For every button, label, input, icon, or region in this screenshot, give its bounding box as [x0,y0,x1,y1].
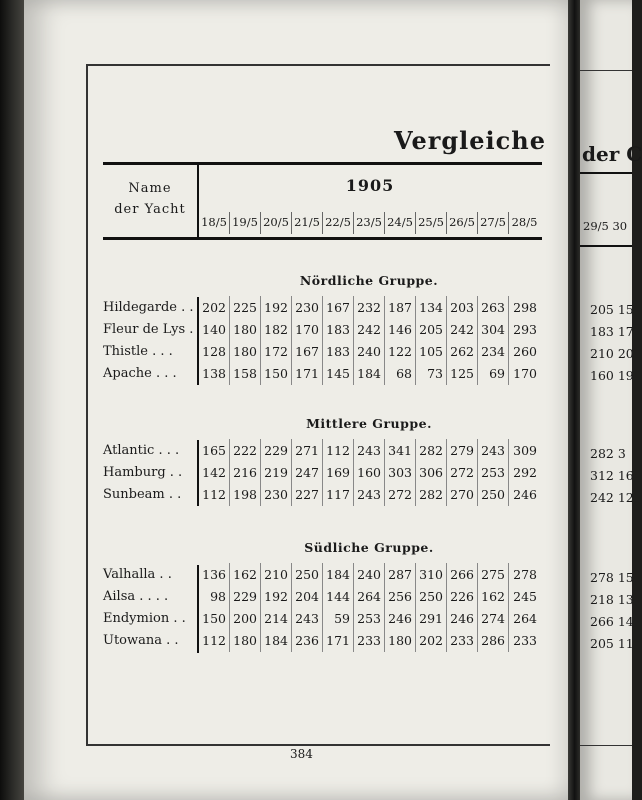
value-cell: 240 [354,340,385,363]
value-cell: 167 [323,296,354,319]
value-cell: 253 [354,607,385,630]
value-cell: 232 [354,296,385,319]
value-cell: 180 [230,629,261,652]
table-row [103,607,537,630]
value-cell: 140 [199,318,230,341]
date-header: 21/5 [292,212,323,234]
row-values [199,461,540,484]
value-cell: 171 [292,362,323,385]
date-header: 25/5 [416,212,447,234]
table-row [103,362,537,385]
value-cell: 250 [416,585,447,608]
value-cell: 187 [385,296,416,319]
right-page-row: 210 20 [590,346,634,361]
book-spine [0,0,24,800]
table-row [103,461,537,484]
value-cell: 274 [478,607,509,630]
right-page-row: 218 13 [590,592,634,607]
value-cell: 68 [385,362,416,385]
value-cell: 105 [416,340,447,363]
value-cell: 306 [416,461,447,484]
value-cell: 112 [199,483,230,506]
value-cell: 117 [323,483,354,506]
value-cell: 282 [416,483,447,506]
value-cell: 125 [447,362,478,385]
date-header: 19/5 [230,212,261,234]
row-values [199,629,540,652]
value-cell: 286 [478,629,509,652]
value-cell: 183 [323,340,354,363]
value-cell: 243 [354,483,385,506]
right-page-row: 242 12 [590,490,634,505]
table-row [103,296,537,319]
value-cell: 272 [385,483,416,506]
value-cell: 167 [292,340,323,363]
group-title-north: Nördliche Gruppe. [299,273,439,288]
value-cell: 243 [292,607,323,630]
value-cell: 246 [385,607,416,630]
value-cell: 270 [447,483,478,506]
value-cell: 180 [230,318,261,341]
value-cell: 303 [385,461,416,484]
yacht-name: Sunbeam . . [103,487,182,502]
row-values [199,362,540,385]
value-cell: 233 [447,629,478,652]
group-title-south: Südliche Gruppe. [304,540,434,555]
value-cell: 192 [261,585,292,608]
table-row [103,585,537,608]
row-values [199,340,540,363]
value-cell: 214 [261,607,292,630]
table-row [103,563,537,586]
right-page-row: 278 15 [590,570,634,585]
date-header: 26/5 [447,212,478,234]
value-cell: 253 [478,461,509,484]
value-cell: 180 [230,340,261,363]
date-header: 24/5 [385,212,416,234]
row-values [199,483,540,506]
value-cell: 229 [261,439,292,462]
table-row [103,629,537,652]
page-frame-corner [540,64,548,66]
value-cell: 171 [323,629,354,652]
date-header-row [199,212,540,234]
yacht-name: Fleur de Lys . [103,322,194,337]
value-cell: 138 [199,362,230,385]
value-cell: 246 [513,487,537,502]
value-cell: 247 [292,461,323,484]
name-header-line-2: der Yacht [114,202,186,217]
yacht-name: Ailsa . . . . [103,589,169,604]
value-cell: 162 [230,563,261,586]
table-header-rule [103,237,542,240]
name-header-line-1: Name [128,181,172,196]
value-cell: 292 [513,465,537,480]
value-cell: 229 [230,585,261,608]
date-header: 23/5 [354,212,385,234]
value-cell: 282 [416,439,447,462]
value-cell: 264 [513,611,537,626]
value-cell: 198 [230,483,261,506]
value-cell: 233 [354,629,385,652]
value-cell: 263 [478,296,509,319]
value-cell: 112 [323,439,354,462]
value-cell: 256 [385,585,416,608]
right-page-row: 266 14 [590,614,634,629]
value-cell: 293 [513,322,537,337]
yacht-name: Thistle . . . [103,344,173,359]
value-cell: 59 [323,607,354,630]
yacht-name: Apache . . . [103,366,177,381]
right-page-top-rule [580,172,632,174]
value-cell: 180 [385,629,416,652]
value-cell: 172 [261,340,292,363]
row-values [199,607,540,630]
value-cell: 250 [292,563,323,586]
right-page-row: 205 15 [590,302,634,317]
value-cell: 226 [447,585,478,608]
date-header: 22/5 [323,212,354,234]
row-values [199,439,540,462]
date-header: 18/5 [199,212,230,234]
value-cell: 145 [323,362,354,385]
yacht-name: Endymion . . [103,611,186,626]
date-header: 20/5 [261,212,292,234]
value-cell: 160 [354,461,385,484]
value-cell: 250 [478,483,509,506]
yacht-name: Hamburg . . [103,465,183,480]
value-cell: 158 [230,362,261,385]
value-cell: 304 [478,318,509,341]
value-cell: 165 [199,439,230,462]
value-cell: 243 [354,439,385,462]
value-cell: 287 [385,563,416,586]
table-row [103,439,537,462]
right-page-heading: der C [582,142,642,166]
yacht-name: Hildegarde . . [103,300,194,315]
value-cell: 310 [416,563,447,586]
value-cell: 112 [199,629,230,652]
value-cell: 225 [230,296,261,319]
row-values [199,318,540,341]
value-cell: 246 [447,607,478,630]
value-cell: 69 [478,362,509,385]
row-values [199,563,540,586]
value-cell: 227 [292,483,323,506]
value-cell: 184 [323,563,354,586]
value-cell: 210 [261,563,292,586]
value-cell: 146 [385,318,416,341]
value-cell: 260 [513,344,537,359]
value-cell: 150 [261,362,292,385]
value-cell: 240 [354,563,385,586]
table-row [103,483,537,506]
yacht-name: Utowana . . [103,633,179,648]
value-cell: 298 [513,300,537,315]
value-cell: 230 [261,483,292,506]
value-cell: 142 [199,461,230,484]
year-header: 1905 [345,176,395,195]
value-cell: 278 [513,567,537,582]
value-cell: 134 [416,296,447,319]
value-cell: 233 [513,633,537,648]
value-cell: 275 [478,563,509,586]
row-values [199,585,540,608]
right-page [580,0,642,800]
value-cell: 242 [447,318,478,341]
value-cell: 230 [292,296,323,319]
value-cell: 98 [199,585,230,608]
date-header: 28/5 [511,215,538,229]
date-header: 27/5 [478,212,509,234]
value-cell: 271 [292,439,323,462]
value-cell: 73 [416,362,447,385]
value-cell: 184 [261,629,292,652]
value-cell: 279 [447,439,478,462]
right-page-row: 183 17 [590,324,634,339]
page-heading: Vergleiche [394,126,546,155]
right-page-row: 160 19 [590,368,634,383]
value-cell: 205 [416,318,447,341]
value-cell: 184 [354,362,385,385]
right-page-row: 282 3 [590,446,626,461]
name-column-header [103,178,197,220]
right-page-frame-line [580,745,632,746]
value-cell: 170 [292,318,323,341]
value-cell: 291 [416,607,447,630]
value-cell: 266 [447,563,478,586]
value-cell: 150 [199,607,230,630]
value-cell: 144 [323,585,354,608]
page-number: 384 [290,747,313,761]
value-cell: 170 [513,366,537,381]
value-cell: 202 [416,629,447,652]
row-values [199,296,540,319]
right-page-header-rule [580,245,632,247]
value-cell: 128 [199,340,230,363]
right-page-row: 312 16 [590,468,634,483]
right-page-date-fragment: 29/5 30 [583,219,628,233]
value-cell: 162 [478,585,509,608]
value-cell: 169 [323,461,354,484]
yacht-name: Atlantic . . . [103,443,180,458]
value-cell: 341 [385,439,416,462]
value-cell: 262 [447,340,478,363]
table-top-rule [103,162,542,165]
table-row [103,340,537,363]
value-cell: 216 [230,461,261,484]
value-cell: 242 [354,318,385,341]
value-cell: 309 [513,443,537,458]
right-page-row: 205 11 [590,636,634,651]
value-cell: 264 [354,585,385,608]
value-cell: 200 [230,607,261,630]
value-cell: 182 [261,318,292,341]
table-row [103,318,537,341]
value-cell: 203 [447,296,478,319]
value-cell: 236 [292,629,323,652]
book-gutter [568,0,580,800]
value-cell: 204 [292,585,323,608]
value-cell: 243 [478,439,509,462]
value-cell: 136 [199,563,230,586]
value-cell: 234 [478,340,509,363]
value-cell: 183 [323,318,354,341]
value-cell: 192 [261,296,292,319]
value-cell: 202 [199,296,230,319]
value-cell: 219 [261,461,292,484]
yacht-name: Valhalla . . [103,567,172,582]
value-cell: 245 [513,589,537,604]
group-title-middle: Mittlere Gruppe. [306,416,432,431]
value-cell: 122 [385,340,416,363]
value-cell: 272 [447,461,478,484]
right-page-frame-line [580,70,632,71]
value-cell: 222 [230,439,261,462]
